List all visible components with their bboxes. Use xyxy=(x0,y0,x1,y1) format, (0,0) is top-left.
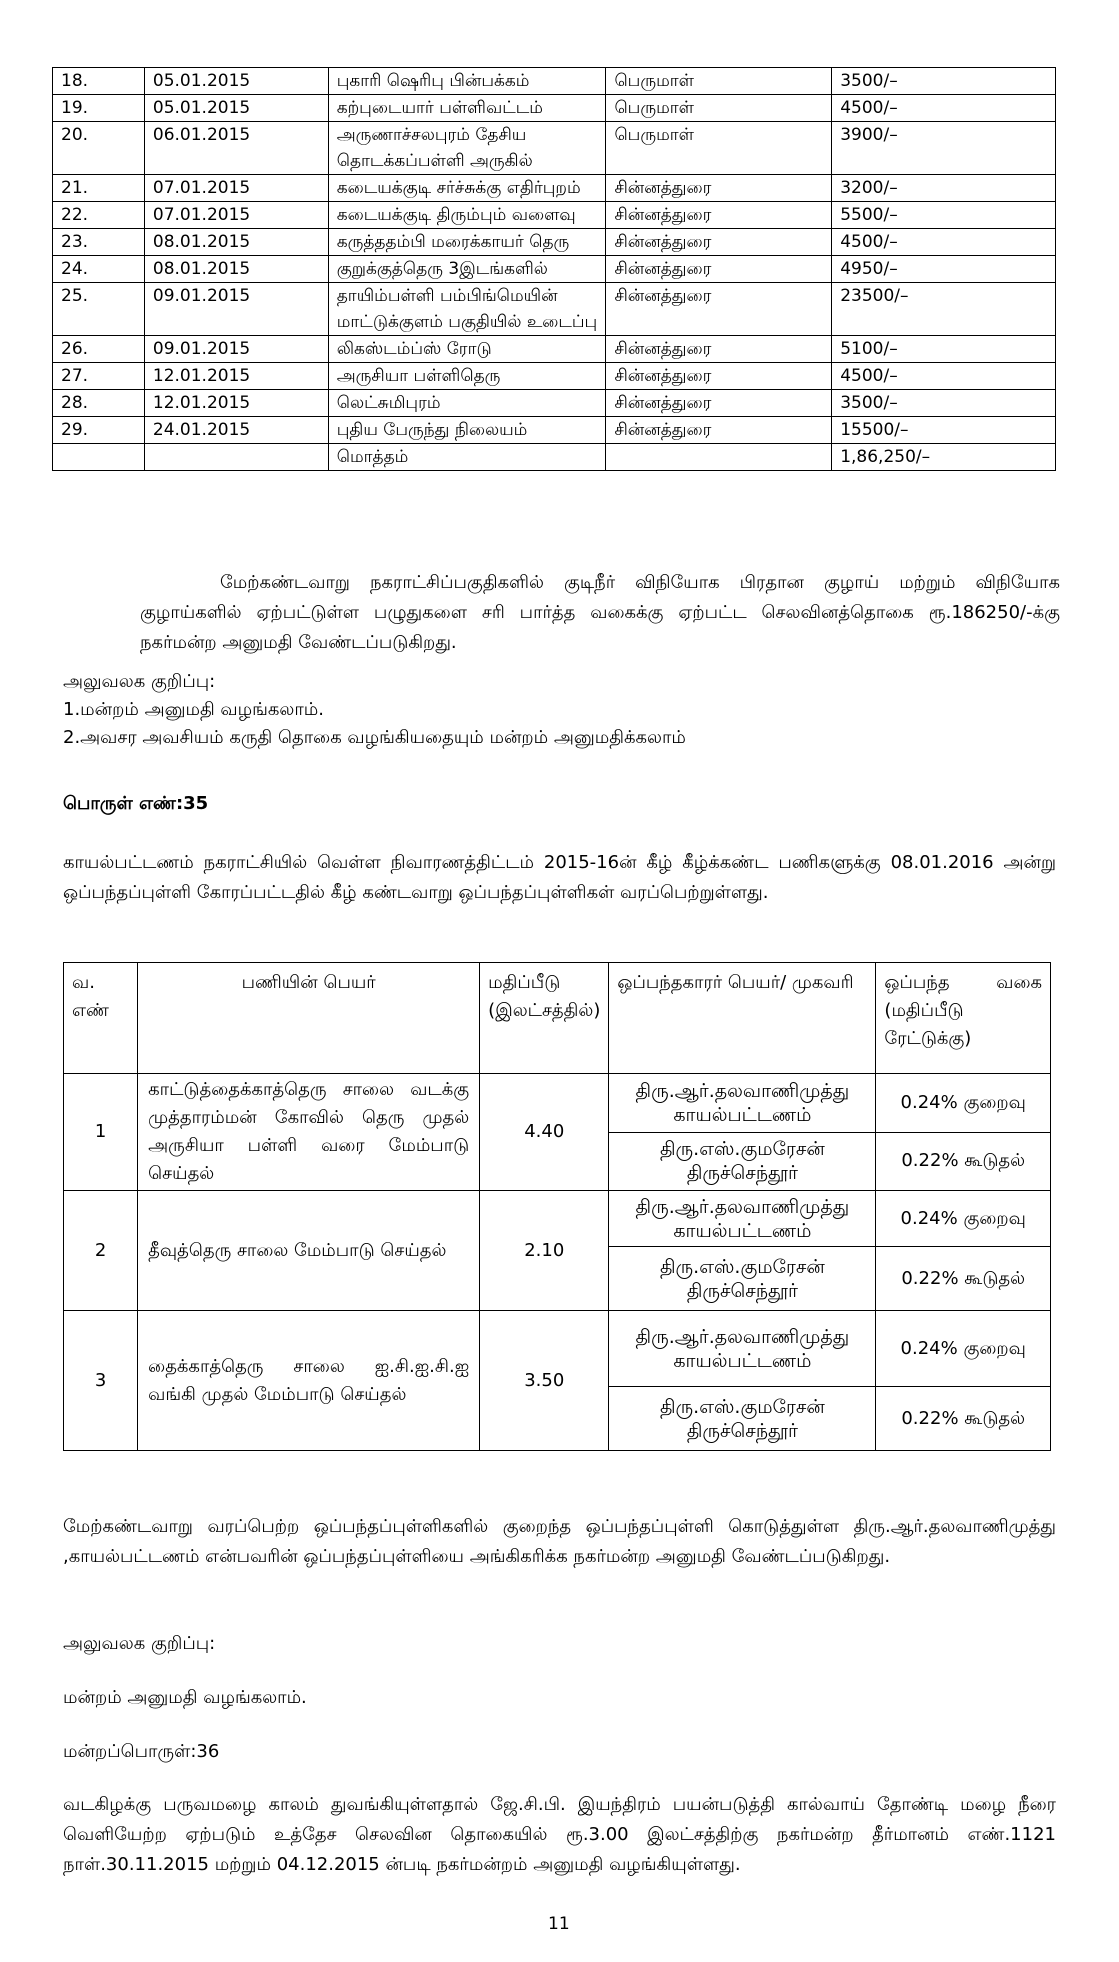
tender-estimate: 4.40 xyxy=(480,1074,609,1191)
tender-sno: 3 xyxy=(64,1311,138,1451)
cell-amount: 3500/– xyxy=(832,68,1056,95)
contractor-name: திரு.ஆர்.தலவாணிமுத்து xyxy=(635,1195,850,1218)
cell-date: 09.01.2015 xyxy=(144,283,328,336)
cell-amount: 3500/– xyxy=(832,390,1056,417)
cell-no: 21. xyxy=(53,175,145,202)
cell-amount: 5500/– xyxy=(832,202,1056,229)
cell-place: அருசியா பள்ளிதெரு xyxy=(328,363,606,390)
office-note-2-text: மன்றம் அனுமதி வழங்கலாம். xyxy=(63,1687,307,1708)
contractor-name: திரு.ஆர்.தலவாணிமுத்து xyxy=(635,1079,850,1102)
header-contractor: ஒப்பந்தகாரர் பெயர்/ முகவரி xyxy=(609,963,876,1074)
contractor-cell xyxy=(609,1191,876,1247)
total-row xyxy=(53,444,1056,471)
cell-person: பெருமாள் xyxy=(606,68,832,95)
table-row xyxy=(53,283,1056,336)
table-row xyxy=(53,256,1056,283)
cell-place: கடையக்குடி சர்ச்சுக்கு எதிர்புறம் xyxy=(328,175,606,202)
cell-place: அருணாச்சலபுரம் தேசிய தொடக்கப்பள்ளி அருகில் xyxy=(328,122,606,175)
cell-date: 08.01.2015 xyxy=(144,229,328,256)
cell-date: 12.01.2015 xyxy=(144,363,328,390)
bid-rate: 0.24% குறைவு xyxy=(876,1074,1051,1133)
cell-person xyxy=(606,444,832,471)
tender-work: தைக்காத்தெரு சாலை ஐ.சி.ஐ.சி.ஐ வங்கி முதல் மேம்பாடு செய்தல் xyxy=(138,1311,480,1451)
contractor-place: காயல்பட்டணம் xyxy=(673,1349,812,1372)
cell-place: கருத்ததம்பி மரைக்காயர் தெரு xyxy=(328,229,606,256)
header-estimate: மதிப்பீடு (இலட்சத்தில்) xyxy=(480,963,609,1074)
table-row xyxy=(53,68,1056,95)
bid-rate: 0.22% கூடுதல் xyxy=(876,1132,1051,1191)
tender-table-header xyxy=(64,963,1051,1074)
cell-place: தாயிம்பள்ளி பம்பிங்மெயின் மாட்டுக்குளம் பகுதியில் உடைப்பு xyxy=(328,283,606,336)
table-row xyxy=(53,390,1056,417)
cell-amount: 5100/– xyxy=(832,336,1056,363)
cell-person: சின்னத்துரை xyxy=(606,202,832,229)
cell-place: புகாரி ஷெரிபு பின்பக்கம் xyxy=(328,68,606,95)
table-row xyxy=(53,336,1056,363)
header-work: பணியின் பெயர் xyxy=(138,963,480,1074)
expense-table xyxy=(52,67,1056,471)
cell-place: கற்புடையார் பள்ளிவட்டம் xyxy=(328,95,606,122)
cell-person: பெருமாள் xyxy=(606,122,832,175)
bid-rate: 0.24% குறைவு xyxy=(876,1311,1051,1387)
subject-36-heading: மன்றப்பொருள்:36 xyxy=(63,1741,220,1762)
tender-intro-paragraph: காயல்பட்டணம் நகராட்சியில் வெள்ள நிவாரணத்திட்டம் 2015-16ன் கீழ் கீழ்க்கண்ட பணிகளுக்கு 08.01.2016 அன்று ஒப்பந்தப்புள்ளி கோரப்பட்டதில் கீழ் கண்டவாறு ஒப்பந்தப்புள்ளிகள் வரப்பெற்றுள்ளது. xyxy=(63,852,1056,903)
cell-date: 06.01.2015 xyxy=(144,122,328,175)
office-note-heading: அலுவலக குறிப்பு: xyxy=(63,671,216,692)
cell-person: சின்னத்துரை xyxy=(606,417,832,444)
tender-estimate: 3.50 xyxy=(480,1311,609,1451)
table-row xyxy=(53,229,1056,256)
office-note-item-2: 2.அவசர அவசியம் கருதி தொகை வழங்கியதையும் மன்றம் அனுமதிக்கலாம் xyxy=(63,727,686,748)
contractor-place: திருச்செந்தூர் xyxy=(686,1419,798,1442)
table-row xyxy=(53,175,1056,202)
cell-amount: 4950/– xyxy=(832,256,1056,283)
cell-place: லெட்சுமிபுரம் xyxy=(328,390,606,417)
table-row xyxy=(53,202,1056,229)
cell-no: 19. xyxy=(53,95,145,122)
cell-person: சின்னத்துரை xyxy=(606,283,832,336)
cell-date: 09.01.2015 xyxy=(144,336,328,363)
cell-person: சின்னத்துரை xyxy=(606,229,832,256)
table-row xyxy=(53,417,1056,444)
cell-no: 20. xyxy=(53,122,145,175)
tender-work: தீவுத்தெரு சாலை மேம்பாடு செய்தல் xyxy=(138,1191,480,1311)
cell-place: லிகஸ்டம்ப்ஸ் ரோடு xyxy=(328,336,606,363)
contractor-name: திரு.எஸ்.குமரேசன் xyxy=(659,1138,825,1161)
cell-date: 12.01.2015 xyxy=(144,390,328,417)
cell-person: பெருமாள் xyxy=(606,95,832,122)
cell-date: 07.01.2015 xyxy=(144,202,328,229)
tender-sno: 2 xyxy=(64,1191,138,1311)
cell-no xyxy=(53,444,145,471)
header-type: ஒப்பந்த வகை (மதிப்பீடு ரேட்டுக்கு) xyxy=(876,963,1051,1074)
cell-person: சின்னத்துரை xyxy=(606,256,832,283)
office-note-item-1: 1.மன்றம் அனுமதி வழங்கலாம். xyxy=(63,699,324,720)
cell-amount: 3900/– xyxy=(832,122,1056,175)
cell-no: 18. xyxy=(53,68,145,95)
cell-no: 22. xyxy=(53,202,145,229)
cell-amount: 3200/– xyxy=(832,175,1056,202)
contractor-cell xyxy=(609,1074,876,1133)
page-number: 11 xyxy=(548,1914,570,1934)
cell-date: 07.01.2015 xyxy=(144,175,328,202)
office-note-2-heading: அலுவலக குறிப்பு: xyxy=(63,1633,216,1654)
tender-work: காட்டுத்தைக்காத்தெரு சாலை வடக்கு முத்தாரம்மன் கோவில் தெரு முதல் அருசியா பள்ளி வரை மேம்பாடு செய்தல் xyxy=(138,1074,480,1191)
tender-row xyxy=(64,1191,1051,1247)
contractor-cell xyxy=(609,1247,876,1311)
cell-no: 29. xyxy=(53,417,145,444)
cell-date: 05.01.2015 xyxy=(144,68,328,95)
table-row xyxy=(53,122,1056,175)
subject-36-paragraph: வடகிழக்கு பருவமழை காலம் துவங்கியுள்ளதால் ஜே.சி.பி. இயந்திரம் பயன்படுத்தி கால்வாய் தோண்டி மழை நீரை வெளியேற்ற ஏற்படும் உத்தேச செலவின தொகையில் ரூ.3.00 இலட்சத்திற்கு நகர்மன்ற தீர்மானம் எண்.1121 நாள்.30.11.2015 மற்றும் 04.12.2015 ன்படி நகர்மன்றம் அனுமதி வழங்கியுள்ளது. xyxy=(63,1794,1056,1875)
subject-35-heading: பொருள் எண்:35 xyxy=(63,793,209,814)
cell-amount: 15500/– xyxy=(832,417,1056,444)
tender-row xyxy=(64,1074,1051,1133)
cell-amount: 23500/– xyxy=(832,283,1056,336)
contractor-place: காயல்பட்டணம் xyxy=(673,1219,812,1242)
bid-rate: 0.22% கூடுதல் xyxy=(876,1247,1051,1311)
cell-place: புதிய பேருந்து நிலையம் xyxy=(328,417,606,444)
cell-no: 26. xyxy=(53,336,145,363)
approval-paragraph: மேற்கண்டவாறு வரப்பெற்ற ஒப்பந்தப்புள்ளிகளில் குறைந்த ஒப்பந்தப்புள்ளி கொடுத்துள்ள திரு.ஆர்.தலவாணிமுத்து ,காயல்பட்டணம் என்பவரின் ஒப்பந்தப்புள்ளியை அங்கிகரிக்க நகர்மன்ற அனுமதி வேண்டப்படுகிறது. xyxy=(63,1516,1056,1567)
cell-amount: 4500/– xyxy=(832,95,1056,122)
cell-date: 24.01.2015 xyxy=(144,417,328,444)
cell-person: சின்னத்துரை xyxy=(606,175,832,202)
header-sno: வ. எண் xyxy=(64,963,138,1074)
table-row xyxy=(53,363,1056,390)
cell-place: கடையக்குடி திரும்பும் வளைவு xyxy=(328,202,606,229)
cell-place: குறுக்குத்தெரு 3இடங்களில் xyxy=(328,256,606,283)
bid-rate: 0.24% குறைவு xyxy=(876,1191,1051,1247)
tender-estimate: 2.10 xyxy=(480,1191,609,1311)
cell-amount: 4500/– xyxy=(832,363,1056,390)
contractor-name: திரு.எஸ்.குமரேசன் xyxy=(659,1395,825,1418)
contractor-cell xyxy=(609,1311,876,1387)
cell-date: 05.01.2015 xyxy=(144,95,328,122)
cell-no: 24. xyxy=(53,256,145,283)
cell-person: சின்னத்துரை xyxy=(606,336,832,363)
tender-sno: 1 xyxy=(64,1074,138,1191)
cell-no: 23. xyxy=(53,229,145,256)
tender-row xyxy=(64,1311,1051,1387)
tender-table xyxy=(63,962,1051,1451)
total-label: மொத்தம் xyxy=(328,444,606,471)
expense-approval-paragraph: மேற்கண்டவாறு நகராட்சிப்பகுதிகளில் குடிநீர் விநியோக பிரதான குழாய் மற்றும் விநியோக குழாய்களில் ஏற்பட்டுள்ள பழுதுகளை சரி பார்த்த வகைக்கு ஏற்பட்ட செலவினத்தொகை ரூ.186250/-க்கு நகர்மன்ற அனுமதி வேண்டப்படுகிறது. xyxy=(140,572,1060,653)
cell-date xyxy=(144,444,328,471)
cell-no: 27. xyxy=(53,363,145,390)
table-row xyxy=(53,95,1056,122)
cell-person: சின்னத்துரை xyxy=(606,363,832,390)
contractor-cell xyxy=(609,1387,876,1451)
cell-no: 25. xyxy=(53,283,145,336)
cell-no: 28. xyxy=(53,390,145,417)
bid-rate: 0.22% கூடுதல் xyxy=(876,1387,1051,1451)
cell-amount: 4500/– xyxy=(832,229,1056,256)
contractor-name: திரு.ஆர்.தலவாணிமுத்து xyxy=(635,1325,850,1348)
cell-person: சின்னத்துரை xyxy=(606,390,832,417)
total-amount: 1,86,250/– xyxy=(832,444,1056,471)
contractor-name: திரு.எஸ்.குமரேசன் xyxy=(659,1255,825,1278)
contractor-place: காயல்பட்டணம் xyxy=(673,1103,812,1126)
contractor-place: திருச்செந்தூர் xyxy=(686,1162,798,1185)
contractor-place: திருச்செந்தூர் xyxy=(686,1279,798,1302)
contractor-cell xyxy=(609,1132,876,1191)
cell-date: 08.01.2015 xyxy=(144,256,328,283)
